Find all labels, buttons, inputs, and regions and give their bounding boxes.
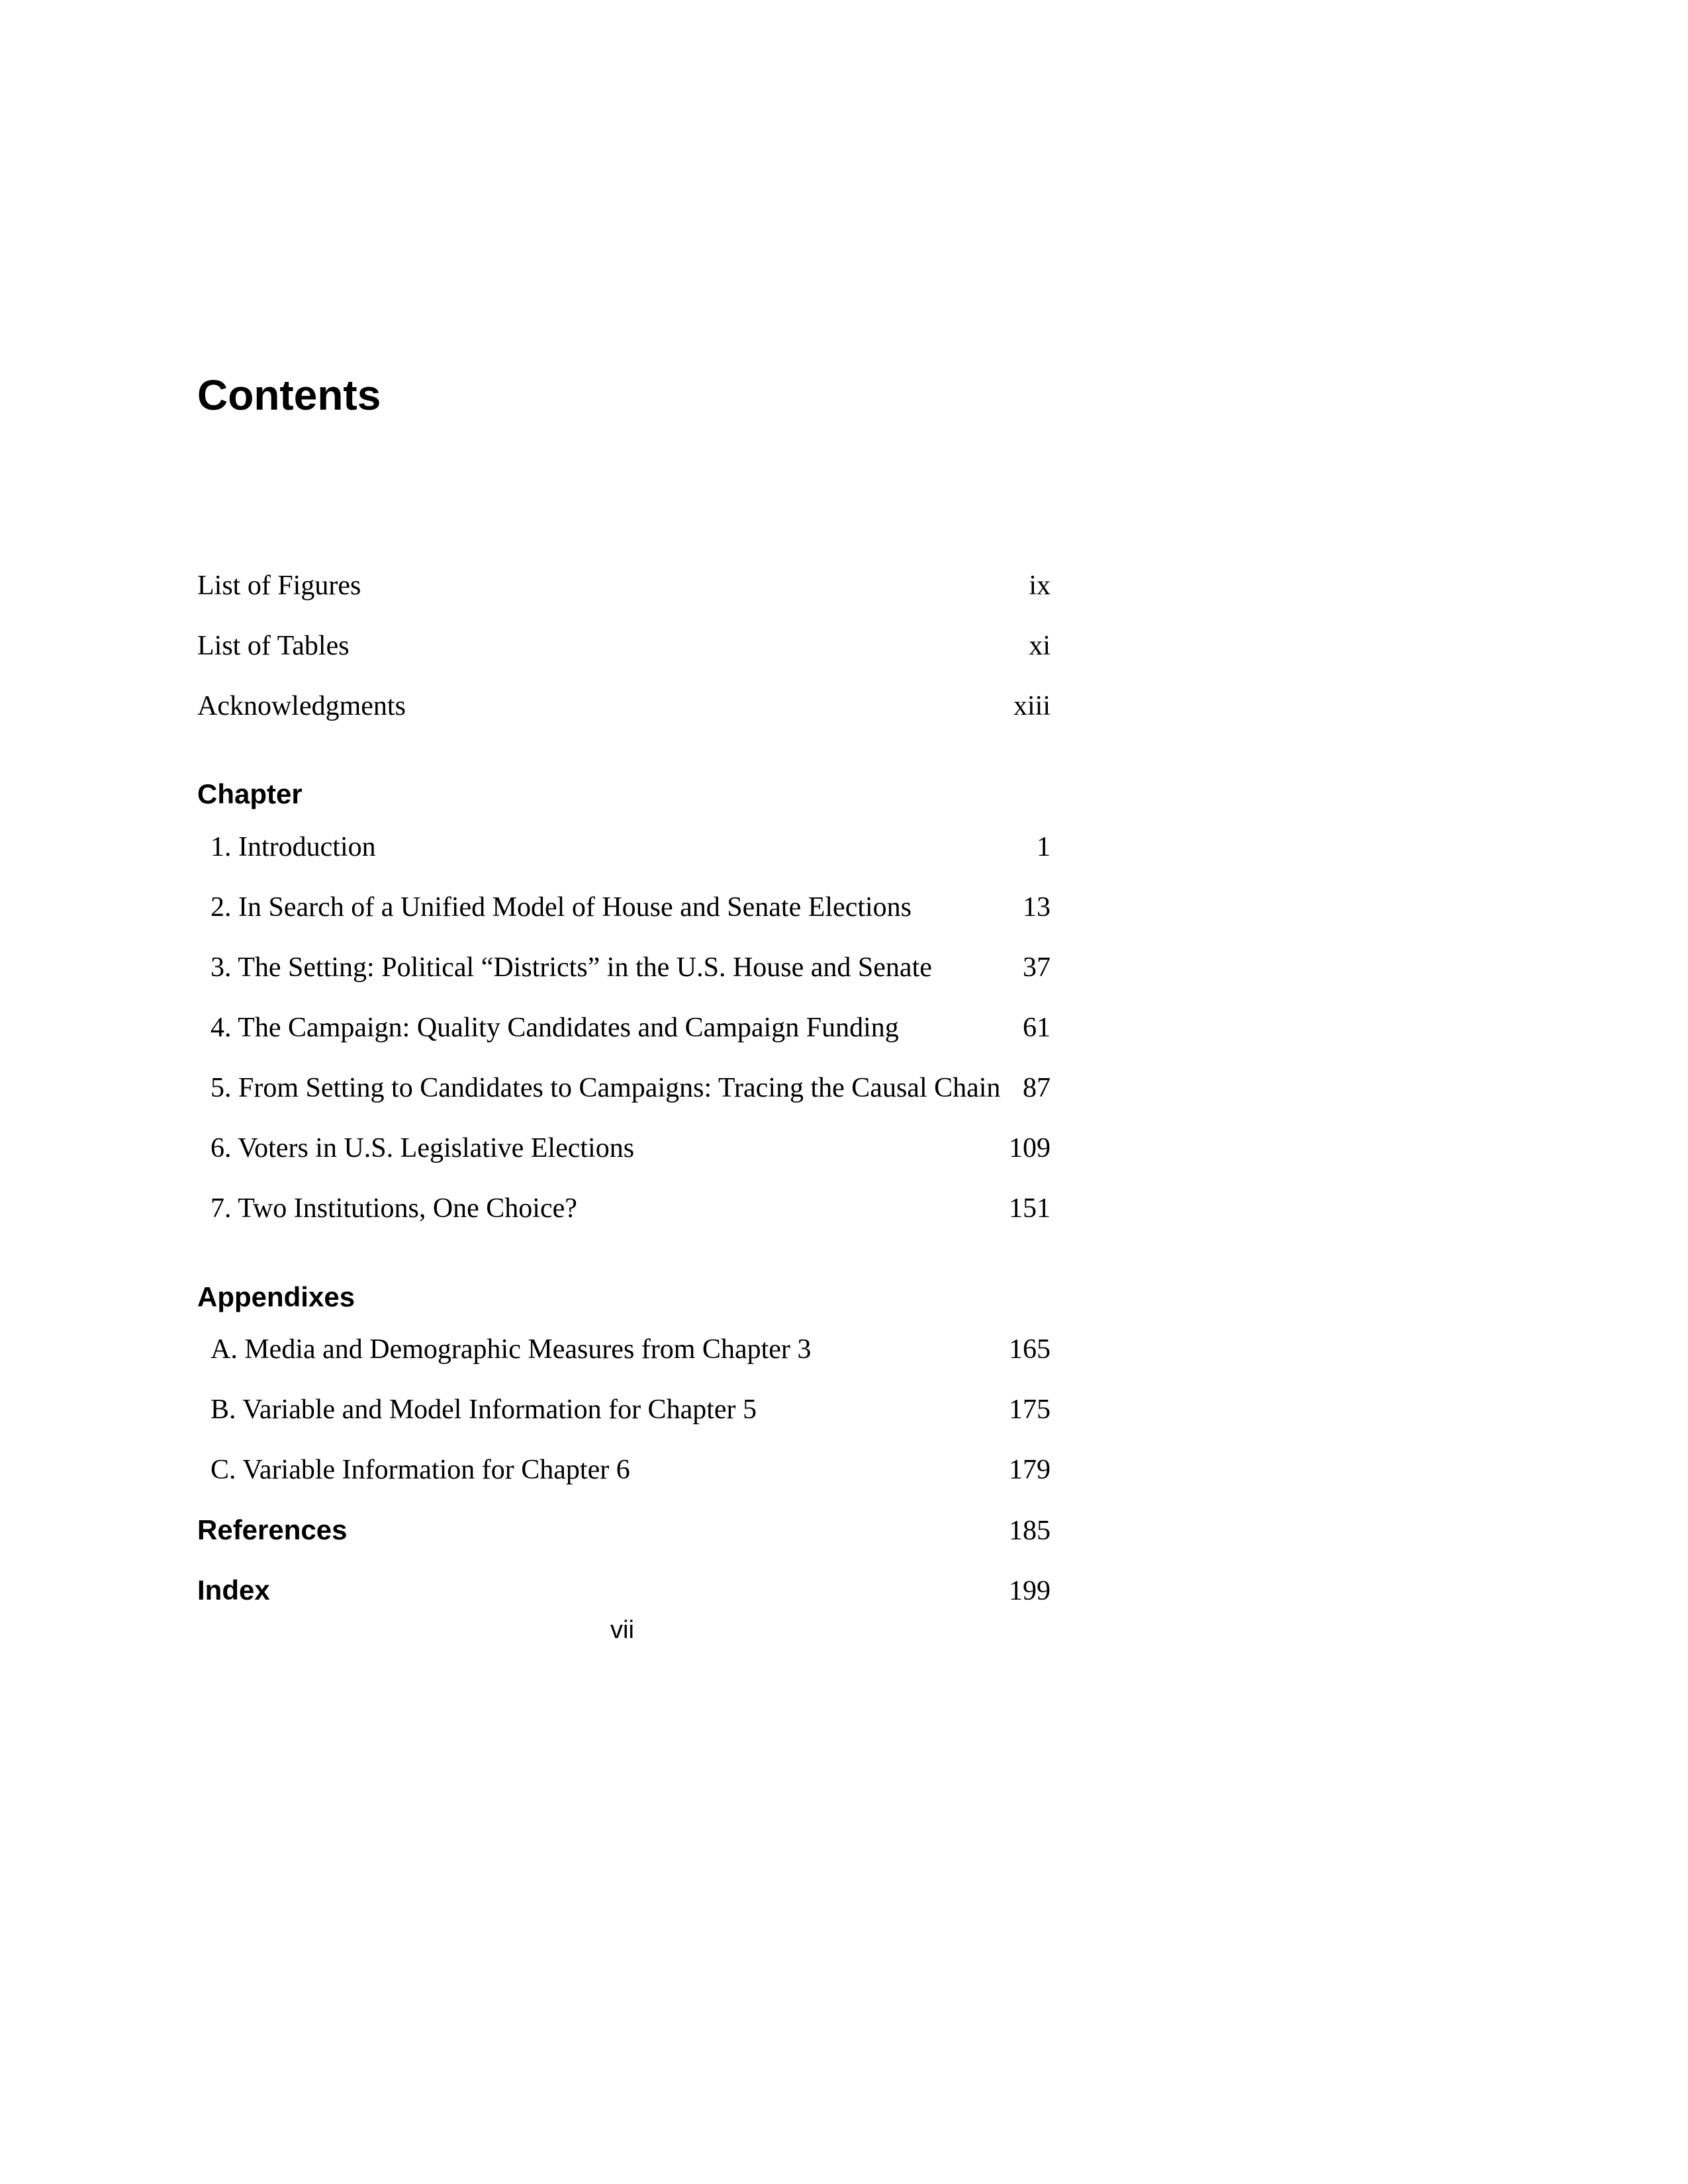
toc-entry-label: Acknowledgments bbox=[197, 691, 406, 721]
toc-entry-page: 61 bbox=[1023, 1013, 1051, 1043]
toc-entry-label: 4. The Campaign: Quality Candidates and Campaign Funding bbox=[211, 1013, 899, 1043]
toc-entry[interactable] bbox=[197, 1570, 1051, 1610]
toc-entry[interactable] bbox=[197, 1510, 1051, 1550]
toc-entry-label: 5. From Setting to Candidates to Campaigns: Tracing the Causal Chain bbox=[211, 1073, 1001, 1103]
toc-entry-label: C. Variable Information for Chapter 6 bbox=[211, 1455, 630, 1485]
toc-entry-label: B. Variable and Model Information for Chapter 5 bbox=[211, 1394, 757, 1425]
toc-entry[interactable] bbox=[197, 827, 1051, 867]
page-title: Contents bbox=[197, 371, 381, 419]
toc-entry-page: xiii bbox=[1013, 691, 1051, 721]
toc-entry[interactable] bbox=[197, 948, 1051, 987]
toc-entry-page: 109 bbox=[1009, 1133, 1051, 1163]
chapter-heading: Chapter bbox=[197, 778, 303, 809]
toc-entry[interactable] bbox=[197, 1008, 1051, 1048]
toc-entry-label: References bbox=[197, 1514, 348, 1545]
toc-entry-page: xi bbox=[1029, 631, 1051, 661]
toc-entry-page: 37 bbox=[1023, 952, 1051, 983]
toc-entry[interactable] bbox=[197, 1068, 1051, 1108]
toc-entry-page: 87 bbox=[1023, 1073, 1051, 1103]
toc-entry-page: ix bbox=[1029, 570, 1051, 601]
toc-entry[interactable] bbox=[197, 1189, 1051, 1228]
toc-entry-label: 1. Introduction bbox=[211, 832, 376, 862]
toc-entry[interactable] bbox=[197, 686, 1051, 726]
toc-entry-page: 165 bbox=[1009, 1334, 1051, 1365]
toc-entry-page: 151 bbox=[1009, 1193, 1051, 1224]
page-number: vii bbox=[610, 1616, 634, 1644]
toc-entry-page: 1 bbox=[1037, 832, 1051, 862]
toc-entry[interactable] bbox=[197, 1390, 1051, 1430]
toc-entry-page: 175 bbox=[1009, 1394, 1051, 1425]
toc-entry[interactable] bbox=[197, 1450, 1051, 1490]
toc-entry-label: 6. Voters in U.S. Legislative Elections bbox=[211, 1133, 635, 1163]
toc-entry-page: 185 bbox=[1009, 1516, 1051, 1546]
toc-entry-label: List of Figures bbox=[197, 570, 361, 601]
toc-entry-label: 7. Two Institutions, One Choice? bbox=[211, 1193, 577, 1224]
toc-entry[interactable] bbox=[197, 1128, 1051, 1168]
toc-entry-page: 179 bbox=[1009, 1455, 1051, 1485]
toc-entry[interactable] bbox=[197, 566, 1051, 606]
toc-entry-page: 199 bbox=[1009, 1576, 1051, 1606]
toc-entry-label: 2. In Search of a Unified Model of House and Senate Elections bbox=[211, 892, 912, 923]
toc-entry-page: 13 bbox=[1023, 892, 1051, 923]
toc-entry-label: List of Tables bbox=[197, 631, 350, 661]
toc-entry-label: A. Media and Demographic Measures from Chapter 3 bbox=[211, 1334, 812, 1365]
toc-entry[interactable] bbox=[197, 1330, 1051, 1369]
toc-entry-label: Index bbox=[197, 1574, 270, 1606]
toc-entry[interactable] bbox=[197, 887, 1051, 927]
toc-entry-label: 3. The Setting: Political “Districts” in the U.S. House and Senate bbox=[211, 952, 932, 983]
appendixes-heading: Appendixes bbox=[197, 1281, 355, 1312]
toc-entry[interactable] bbox=[197, 626, 1051, 666]
